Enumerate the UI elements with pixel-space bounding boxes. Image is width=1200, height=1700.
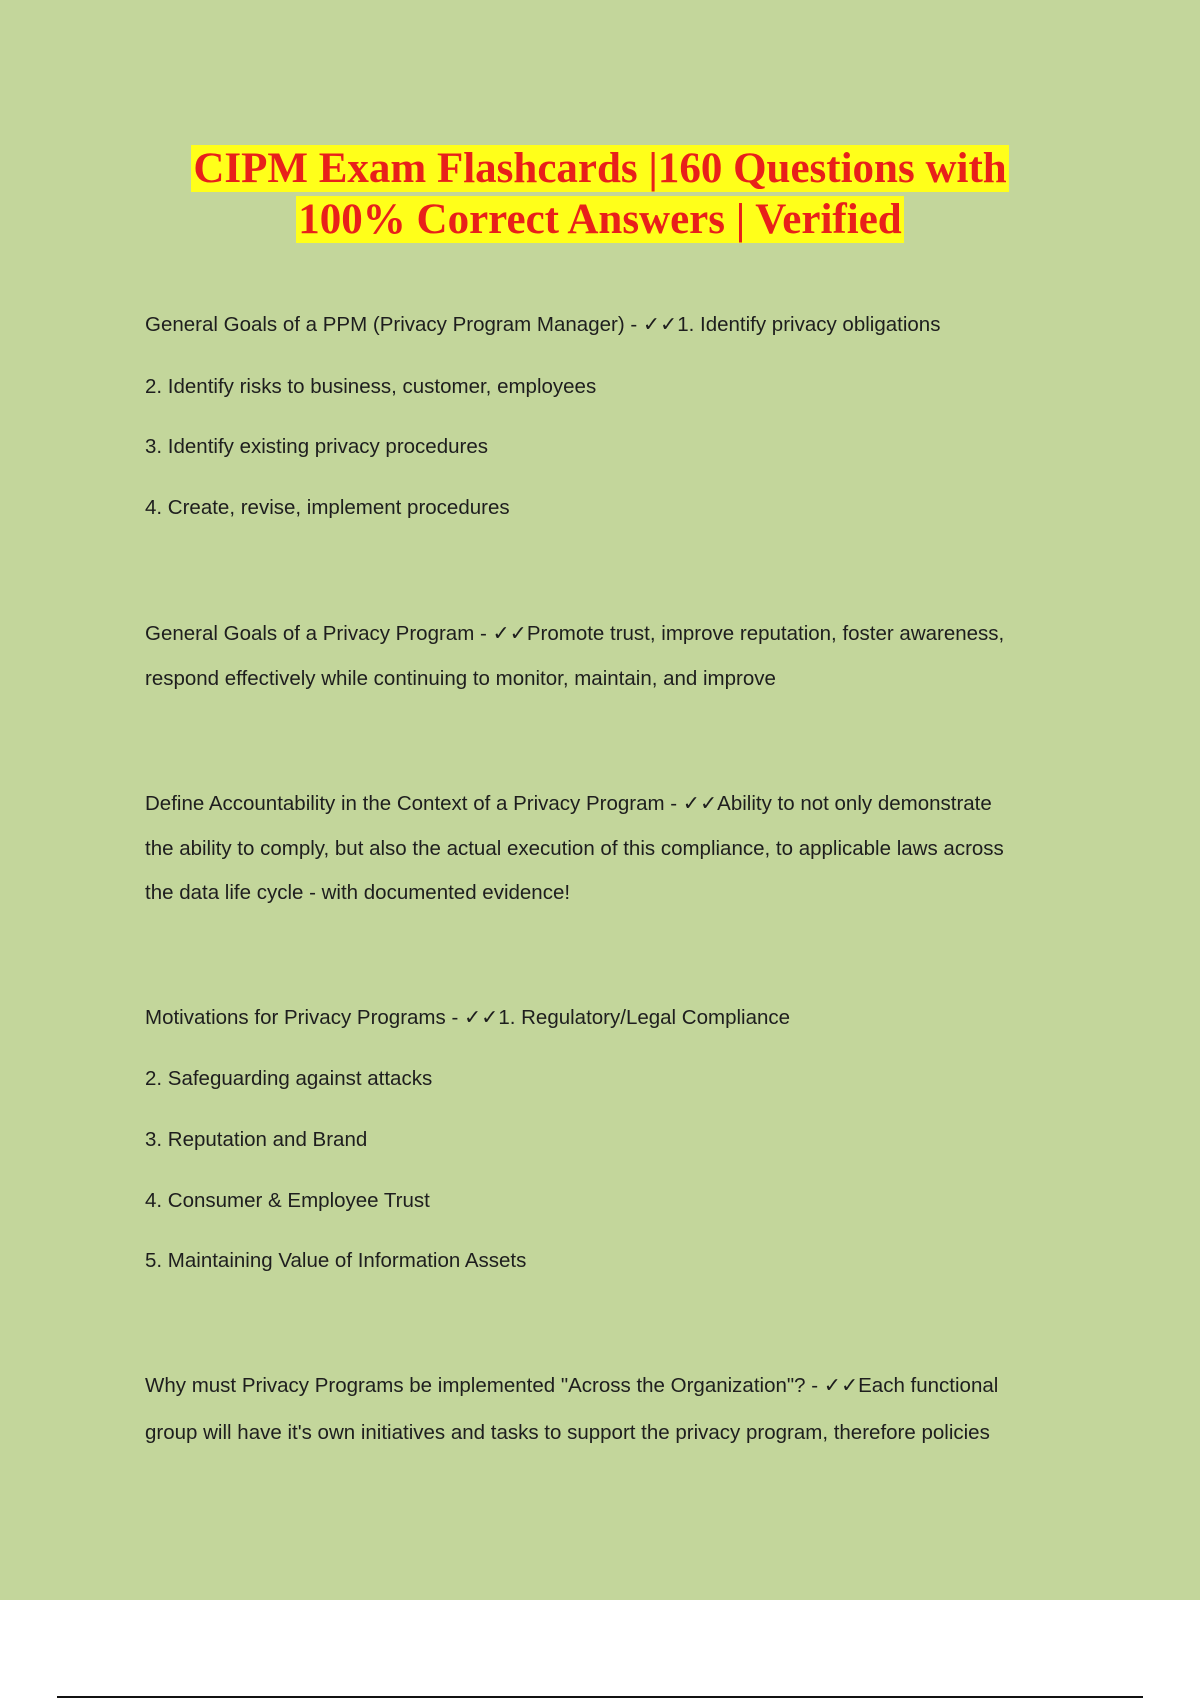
card-5-line-2: group will have it's own initiatives and tasks to support the privacy program, therefore policies (145, 1421, 990, 1444)
card-4-line-2: 2. Safeguarding against attacks (145, 1067, 433, 1090)
card-1-line-1: General Goals of a PPM (Privacy Program Manager) - ✓✓1. Identify privacy obligations (145, 313, 941, 336)
title-line-1: CIPM Exam Flashcards |160 Questions with (193, 145, 1007, 192)
card-2-line-2: respond effectively while continuing to monitor, maintain, and improve (145, 667, 776, 690)
card-3-line-1: Define Accountability in the Context of a Privacy Program - ✓✓Ability to not only demonstrate (145, 792, 992, 815)
card-5-line-1: Why must Privacy Programs be implemented "Across the Organization"? - ✓✓Each functional (145, 1374, 999, 1397)
card-4-line-5: 5. Maintaining Value of Information Assets (145, 1249, 527, 1272)
card-4-line-1: Motivations for Privacy Programs - ✓✓1. Regulatory/Legal Compliance (145, 1006, 791, 1029)
title-line-2: 100% Correct Answers | Verified (298, 196, 902, 243)
page-title (0, 143, 1200, 245)
card-1-line-3: 3. Identify existing privacy procedures (145, 435, 488, 458)
card-3-line-3: the data life cycle - with documented evidence! (145, 881, 571, 904)
card-2-line-1: General Goals of a Privacy Program - ✓✓Promote trust, improve reputation, foster awareness, (145, 622, 1005, 645)
bottom-divider (57, 1696, 1143, 1698)
card-3-line-2: the ability to comply, but also the actual execution of this compliance, to applicable laws across (145, 837, 1004, 860)
card-4-line-3: 3. Reputation and Brand (145, 1128, 368, 1151)
card-1-line-2: 2. Identify risks to business, customer, employees (145, 375, 597, 398)
card-4-line-4: 4. Consumer & Employee Trust (145, 1189, 430, 1212)
card-1-line-4: 4. Create, revise, implement procedures (145, 496, 510, 519)
